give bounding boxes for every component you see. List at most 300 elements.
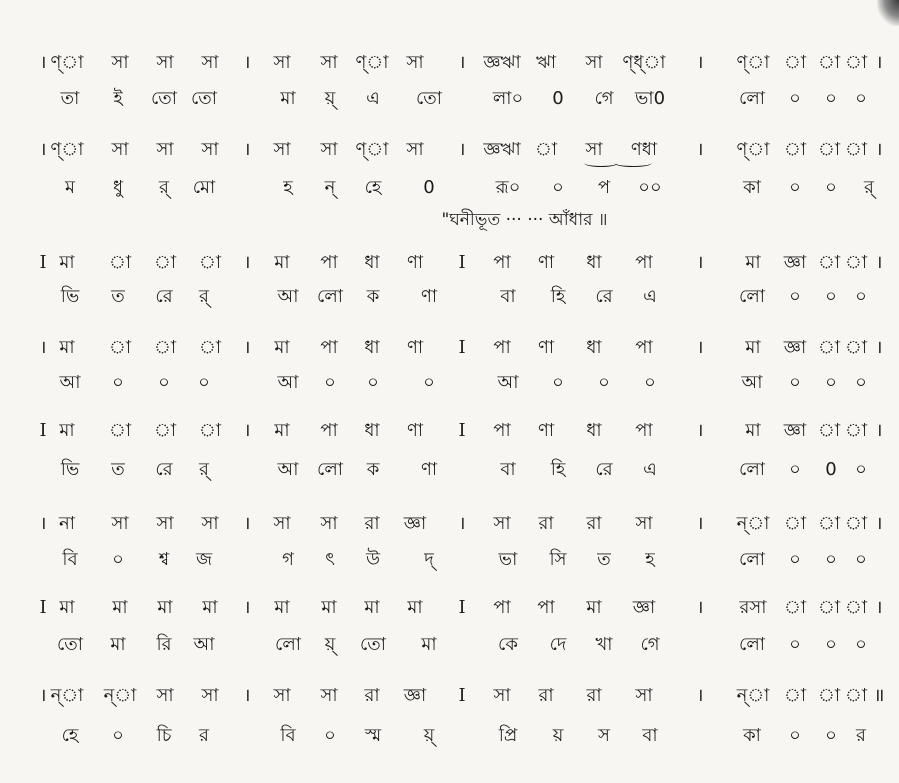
lyric-syllable: ০: [855, 286, 867, 307]
swara-note: পা: [537, 597, 555, 618]
bar-line: ।: [696, 337, 704, 358]
lyric-syllable: ০: [789, 549, 801, 570]
lyric-syllable: রে: [155, 459, 173, 480]
swara-note: ণ্া: [355, 139, 389, 160]
bar-line: I: [458, 252, 466, 273]
swara-note: সা: [273, 685, 291, 706]
lyric-syllable: 0: [825, 459, 837, 480]
swara-note: া: [844, 597, 868, 618]
lyric-syllable: শ্ব: [158, 549, 170, 570]
swara-note: া: [844, 685, 868, 706]
notation-row: [0, 593, 899, 623]
lyric-syllable: ম: [65, 177, 75, 198]
lyric-syllable: সি: [549, 549, 567, 570]
lyric-syllable: ০: [825, 634, 837, 655]
swara-note: া: [844, 420, 868, 441]
lyric-syllable: মা: [280, 88, 296, 109]
swara-note: পা: [320, 337, 338, 358]
lyric-syllable: ০: [825, 372, 837, 393]
lyric-syllable: গে: [594, 88, 614, 109]
swara-note: ণা: [406, 252, 424, 273]
lyric-syllable: ০: [158, 372, 170, 393]
swara-note: পা: [493, 337, 511, 358]
swara-note: পা: [635, 252, 653, 273]
lyric-syllable: রে: [595, 286, 613, 307]
bar-line: ।: [696, 597, 704, 618]
bar-line: ।: [39, 513, 47, 534]
swara-note: ণা: [537, 252, 555, 273]
notation-row: [0, 681, 899, 711]
swara-note: রা: [364, 685, 380, 706]
swara-note: ণধা: [630, 139, 658, 160]
swara-note: া: [844, 337, 868, 358]
lyric-row: [0, 545, 899, 575]
lyric-syllable: কে: [498, 634, 518, 655]
lyric-syllable: ০: [855, 549, 867, 570]
lyric-syllable: ০: [825, 725, 837, 746]
swara-note: সা: [320, 685, 338, 706]
swara-note: মা: [202, 597, 218, 618]
swara-note: সা: [585, 139, 603, 160]
lyric-syllable: হে: [61, 725, 79, 746]
swara-note: জ্ঞা: [783, 252, 807, 273]
swara-note: ণা: [537, 337, 555, 358]
notation-row: [0, 48, 899, 78]
lyric-syllable: ০: [112, 549, 124, 570]
lyric-syllable: লো: [739, 286, 765, 307]
swara-note: ণা: [406, 337, 424, 358]
lyric-syllable: ন্: [324, 177, 336, 198]
swara-note: জ্ঞঋা: [483, 52, 521, 73]
swara-note: া: [844, 52, 868, 73]
lyric-syllable: ০: [825, 88, 837, 109]
lyric-syllable: র: [856, 725, 866, 746]
lyric-syllable: রে: [155, 286, 173, 307]
lyric-syllable: ক: [366, 459, 380, 480]
bar-line: ।: [875, 139, 883, 160]
swara-note: মা: [274, 597, 290, 618]
lyric-syllable: গ: [282, 549, 294, 570]
swara-note: ধা: [364, 420, 380, 441]
lyric-syllable: চি: [156, 725, 172, 746]
swara-note: ণ্া: [355, 52, 389, 73]
lyric-syllable: ০: [855, 634, 867, 655]
bar-line: ।: [696, 52, 704, 73]
swara-note: সা: [111, 139, 129, 160]
bar-line: ।: [243, 139, 251, 160]
lyric-syllable: মা: [110, 634, 126, 655]
bar-line: ।: [243, 337, 251, 358]
swara-note: পা: [635, 337, 653, 358]
swara-note: সা: [201, 52, 219, 73]
swara-note: রসা: [739, 597, 767, 618]
swara-note: সা: [493, 685, 511, 706]
swara-note: সা: [156, 513, 174, 534]
lyric-syllable: ০: [789, 177, 801, 198]
swara-note: া: [153, 337, 177, 358]
swara-note: মা: [364, 597, 380, 618]
lyric-syllable: ০: [324, 725, 336, 746]
swara-note: া: [844, 252, 868, 273]
bar-line: ।: [243, 420, 251, 441]
swara-note: সা: [320, 139, 338, 160]
swara-note: পা: [493, 252, 511, 273]
swara-note: া: [783, 52, 807, 73]
lyric-syllable: ত: [597, 549, 611, 570]
lyric-row: [0, 282, 899, 312]
lyric-syllable: কা: [743, 177, 761, 198]
lyric-syllable: লো: [275, 634, 301, 655]
lyric-syllable: ণা: [420, 459, 438, 480]
swara-note: জ্ঞঋা: [483, 139, 521, 160]
bar-line: ।: [39, 337, 47, 358]
lyric-syllable: স্ম: [364, 725, 382, 746]
swara-note: পা: [635, 420, 653, 441]
lyric-syllable: 0: [423, 177, 435, 198]
lyric-syllable: ০: [855, 88, 867, 109]
lyric-syllable: ০: [324, 372, 336, 393]
bar-line: I: [39, 252, 47, 273]
swara-note: া: [198, 337, 222, 358]
lyric-syllable: ক: [366, 286, 380, 307]
lyric-syllable: র্: [864, 177, 874, 198]
bar-line: ।: [458, 513, 466, 534]
bar-line: ।: [39, 139, 47, 160]
swara-note: মা: [59, 420, 75, 441]
bar-line: ।: [458, 139, 466, 160]
swara-note: না: [59, 513, 75, 534]
lyric-row: [0, 368, 899, 398]
swara-note: মা: [274, 252, 290, 273]
lyric-syllable: 0: [552, 88, 564, 109]
swara-note: সা: [320, 52, 338, 73]
swara-note: া: [783, 139, 807, 160]
lyric-syllable: এ: [643, 459, 657, 480]
swara-note: ণা: [537, 420, 555, 441]
swara-note: ধা: [364, 252, 380, 273]
lyric-syllable: আ: [277, 286, 299, 307]
lyric-syllable: য়্: [324, 88, 336, 109]
swara-note: সা: [156, 139, 174, 160]
swara-note: ন্া: [736, 513, 770, 534]
swara-note: সা: [406, 139, 424, 160]
lyric-syllable: র: [199, 725, 209, 746]
bar-line: ।: [39, 52, 47, 73]
bar-line: I: [39, 420, 47, 441]
lyric-syllable: মা: [421, 634, 437, 655]
swara-note: া: [198, 252, 222, 273]
slur-mark: [584, 159, 618, 167]
lyric-syllable: গে: [640, 634, 660, 655]
bar-line: ।: [875, 420, 883, 441]
swara-note: ণ্া: [50, 139, 84, 160]
swara-note: পা: [493, 597, 511, 618]
lyric-syllable: ০: [423, 372, 435, 393]
lyric-syllable: রি: [156, 634, 172, 655]
bar-line: ।: [458, 52, 466, 73]
swara-note: জ্ঞা: [403, 685, 427, 706]
bar-line: ।: [875, 252, 883, 273]
swara-note: সা: [201, 513, 219, 534]
bar-line: I: [458, 420, 466, 441]
lyric-row: [0, 455, 899, 485]
lyric-syllable: ০: [855, 459, 867, 480]
lyric-syllable: ০: [789, 725, 801, 746]
lyric-syllable: আ: [497, 372, 519, 393]
lyric-syllable: হি: [550, 459, 566, 480]
swara-note: সা: [273, 52, 291, 73]
swara-note: া: [198, 420, 222, 441]
bar-line: ।: [39, 685, 47, 706]
swara-note: পা: [493, 420, 511, 441]
bar-line: ॥: [873, 685, 885, 706]
swara-note: সা: [635, 685, 653, 706]
swara-note: সা: [111, 52, 129, 73]
swara-note: রা: [364, 513, 380, 534]
lyric-syllable: মো: [192, 177, 216, 198]
swara-note: সা: [320, 513, 338, 534]
bar-line: ।: [875, 597, 883, 618]
swara-note: া: [817, 420, 841, 441]
lyric-syllable: ০: [789, 372, 801, 393]
swara-note: া: [783, 597, 807, 618]
lyric-syllable: ণা: [420, 286, 438, 307]
lyric-syllable: লো: [739, 634, 765, 655]
lyric-syllable: ই: [113, 88, 123, 109]
swara-note: া: [844, 139, 868, 160]
swara-note: মা: [59, 337, 75, 358]
swara-note: মা: [745, 420, 761, 441]
swara-note: জ্ঞা: [403, 513, 427, 534]
swara-note: া: [817, 513, 841, 534]
lyric-syllable: হ: [283, 177, 293, 198]
swara-note: ণ্া: [736, 139, 770, 160]
lyric-syllable: ০: [644, 372, 656, 393]
notation-row: [0, 333, 899, 363]
lyric-syllable: ধু: [112, 177, 124, 198]
lyric-syllable: র্: [159, 177, 169, 198]
lyric-syllable: ভা0: [634, 88, 666, 109]
bar-line: ।: [875, 52, 883, 73]
swara-note: ঋা: [535, 52, 557, 73]
lyric-syllable: ০: [367, 372, 379, 393]
swara-note: সা: [406, 52, 424, 73]
lyric-syllable: বা: [500, 286, 516, 307]
lyric-syllable: আ: [277, 372, 299, 393]
bar-line: ।: [696, 685, 704, 706]
bar-line: I: [458, 337, 466, 358]
lyric-syllable: ভি: [60, 286, 80, 307]
lyric-syllable: য়: [552, 725, 564, 746]
lyric-syllable: তো: [150, 88, 178, 109]
lyric-syllable: হে: [364, 177, 382, 198]
swara-note: সা: [273, 513, 291, 534]
lyric-syllable: ত: [111, 459, 125, 480]
bar-line: ।: [875, 337, 883, 358]
lyric-syllable: দ্: [424, 549, 434, 570]
lyric-syllable: লো: [317, 286, 343, 307]
lyric-syllable: হ: [645, 549, 655, 570]
swara-note: ণা: [406, 420, 424, 441]
lyric-syllable: কা: [743, 725, 761, 746]
swara-note: রা: [586, 685, 602, 706]
lyric-syllable: লো: [739, 88, 765, 109]
lyric-syllable: তা: [60, 88, 80, 109]
lyric-syllable: বি: [62, 549, 78, 570]
swara-note: া: [783, 513, 807, 534]
swara-note: পা: [320, 420, 338, 441]
lyric-syllable: ০: [598, 372, 610, 393]
lyric-row: [0, 173, 899, 203]
bar-line: ।: [243, 52, 251, 73]
swara-note: া: [817, 597, 841, 618]
swara-note: া: [817, 337, 841, 358]
swara-note: ন্া: [736, 685, 770, 706]
lyric-syllable: দে: [549, 634, 567, 655]
swara-note: মা: [586, 597, 602, 618]
lyric-syllable: এ: [366, 88, 380, 109]
lyric-syllable: লা০: [492, 88, 524, 109]
swara-note: া: [817, 252, 841, 273]
lyric-syllable: আ: [741, 372, 763, 393]
swara-note: সা: [585, 52, 603, 73]
lyric-syllable: ০: [825, 177, 837, 198]
lyric-syllable: বা: [500, 459, 516, 480]
bar-line: I: [39, 597, 47, 618]
swara-note: ধা: [586, 252, 602, 273]
swara-note: মা: [745, 252, 761, 273]
lyric-syllable: প: [597, 177, 611, 198]
lyric-syllable: স: [598, 725, 610, 746]
swara-note: সা: [493, 513, 511, 534]
lyric-syllable: ০: [789, 634, 801, 655]
lyric-syllable: রূ০: [495, 177, 521, 198]
swara-note: া: [108, 337, 132, 358]
swara-note: া: [817, 685, 841, 706]
lyric-syllable: ০: [789, 459, 801, 480]
swara-note: মা: [407, 597, 423, 618]
lyric-syllable: আ: [277, 459, 299, 480]
lyric-row: [0, 84, 899, 114]
swara-note: সা: [156, 52, 174, 73]
swara-note: া: [153, 420, 177, 441]
swara-note: সা: [156, 685, 174, 706]
swara-note: া: [108, 252, 132, 273]
swara-note: রা: [586, 513, 602, 534]
swara-note: সা: [111, 513, 129, 534]
lyric-syllable: ০: [825, 286, 837, 307]
swara-note: ণ্া: [736, 52, 770, 73]
bar-line: I: [458, 685, 466, 706]
lyric-syllable: তো: [190, 88, 218, 109]
swara-note: সা: [635, 513, 653, 534]
swara-note: সা: [201, 685, 219, 706]
lyric-syllable: লো: [739, 549, 765, 570]
lyric-row: [0, 630, 899, 660]
notation-row: [0, 248, 899, 278]
annotation-text: "ঘনীভূত ··· ··· আঁধার ॥: [441, 210, 608, 230]
lyric-syllable: ০: [825, 549, 837, 570]
swara-note: মা: [745, 337, 761, 358]
swara-note: জ্ঞা: [632, 597, 656, 618]
swara-note: মা: [274, 337, 290, 358]
lyric-syllable: তো: [415, 88, 443, 109]
lyric-syllable: ভি: [60, 459, 80, 480]
lyric-syllable: জ: [195, 549, 213, 570]
swara-note: জ্ঞা: [783, 337, 807, 358]
lyric-syllable: তো: [359, 634, 387, 655]
lyric-syllable: লো: [739, 459, 765, 480]
bar-line: ।: [243, 685, 251, 706]
lyric-syllable: তো: [56, 634, 84, 655]
lyric-syllable: ৎ: [325, 549, 335, 570]
lyric-syllable: হি: [550, 286, 566, 307]
bar-line: ।: [243, 513, 251, 534]
bar-line: ।: [243, 252, 251, 273]
lyric-syllable: প্রি: [498, 725, 518, 746]
bar-line: ।: [696, 420, 704, 441]
lyric-syllable: আ: [193, 634, 215, 655]
swara-note: া: [817, 52, 841, 73]
swara-note: সা: [201, 139, 219, 160]
bar-line: ।: [696, 252, 704, 273]
lyric-syllable: ভা: [498, 549, 518, 570]
swara-note: ন্া: [103, 685, 137, 706]
swara-note: া: [817, 139, 841, 160]
swara-note: মা: [59, 597, 75, 618]
swara-note: মা: [112, 597, 128, 618]
slur-mark: [614, 159, 652, 167]
notation-row: [0, 416, 899, 446]
bar-line: ।: [243, 597, 251, 618]
swara-note: া: [783, 685, 807, 706]
swara-note: া: [534, 139, 558, 160]
swara-note: ণ্া: [50, 52, 84, 73]
swara-note: ধা: [586, 337, 602, 358]
lyric-syllable: ০: [552, 177, 564, 198]
swara-note: পা: [320, 252, 338, 273]
lyric-syllable: ০: [789, 88, 801, 109]
lyric-syllable: ০: [112, 725, 124, 746]
lyric-syllable: র্: [199, 459, 209, 480]
lyric-syllable: ০: [855, 372, 867, 393]
lyric-syllable: ০০: [638, 177, 662, 198]
swara-note: া: [844, 513, 868, 534]
swara-note: মা: [157, 597, 173, 618]
lyric-syllable: য়্: [324, 634, 336, 655]
lyric-syllable: ০: [789, 286, 801, 307]
swara-note: মা: [321, 597, 337, 618]
swara-note: ন্া: [50, 685, 84, 706]
lyric-syllable: রে: [595, 459, 613, 480]
swara-note: রা: [538, 513, 554, 534]
swara-note: া: [108, 420, 132, 441]
lyric-syllable: ত: [111, 286, 125, 307]
notation-row: [0, 135, 899, 165]
swara-note: রা: [538, 685, 554, 706]
lyric-syllable: উ: [365, 549, 381, 570]
lyric-syllable: য়্: [423, 725, 435, 746]
swara-note: সা: [273, 139, 291, 160]
lyric-syllable: ০: [112, 372, 124, 393]
bar-line: ।: [875, 513, 883, 534]
lyric-row: [0, 721, 899, 751]
lyric-syllable: বা: [642, 725, 658, 746]
lyric-syllable: খা: [595, 634, 613, 655]
bar-line: ।: [696, 139, 704, 160]
swara-note: মা: [274, 420, 290, 441]
section-annotation: [0, 207, 899, 233]
